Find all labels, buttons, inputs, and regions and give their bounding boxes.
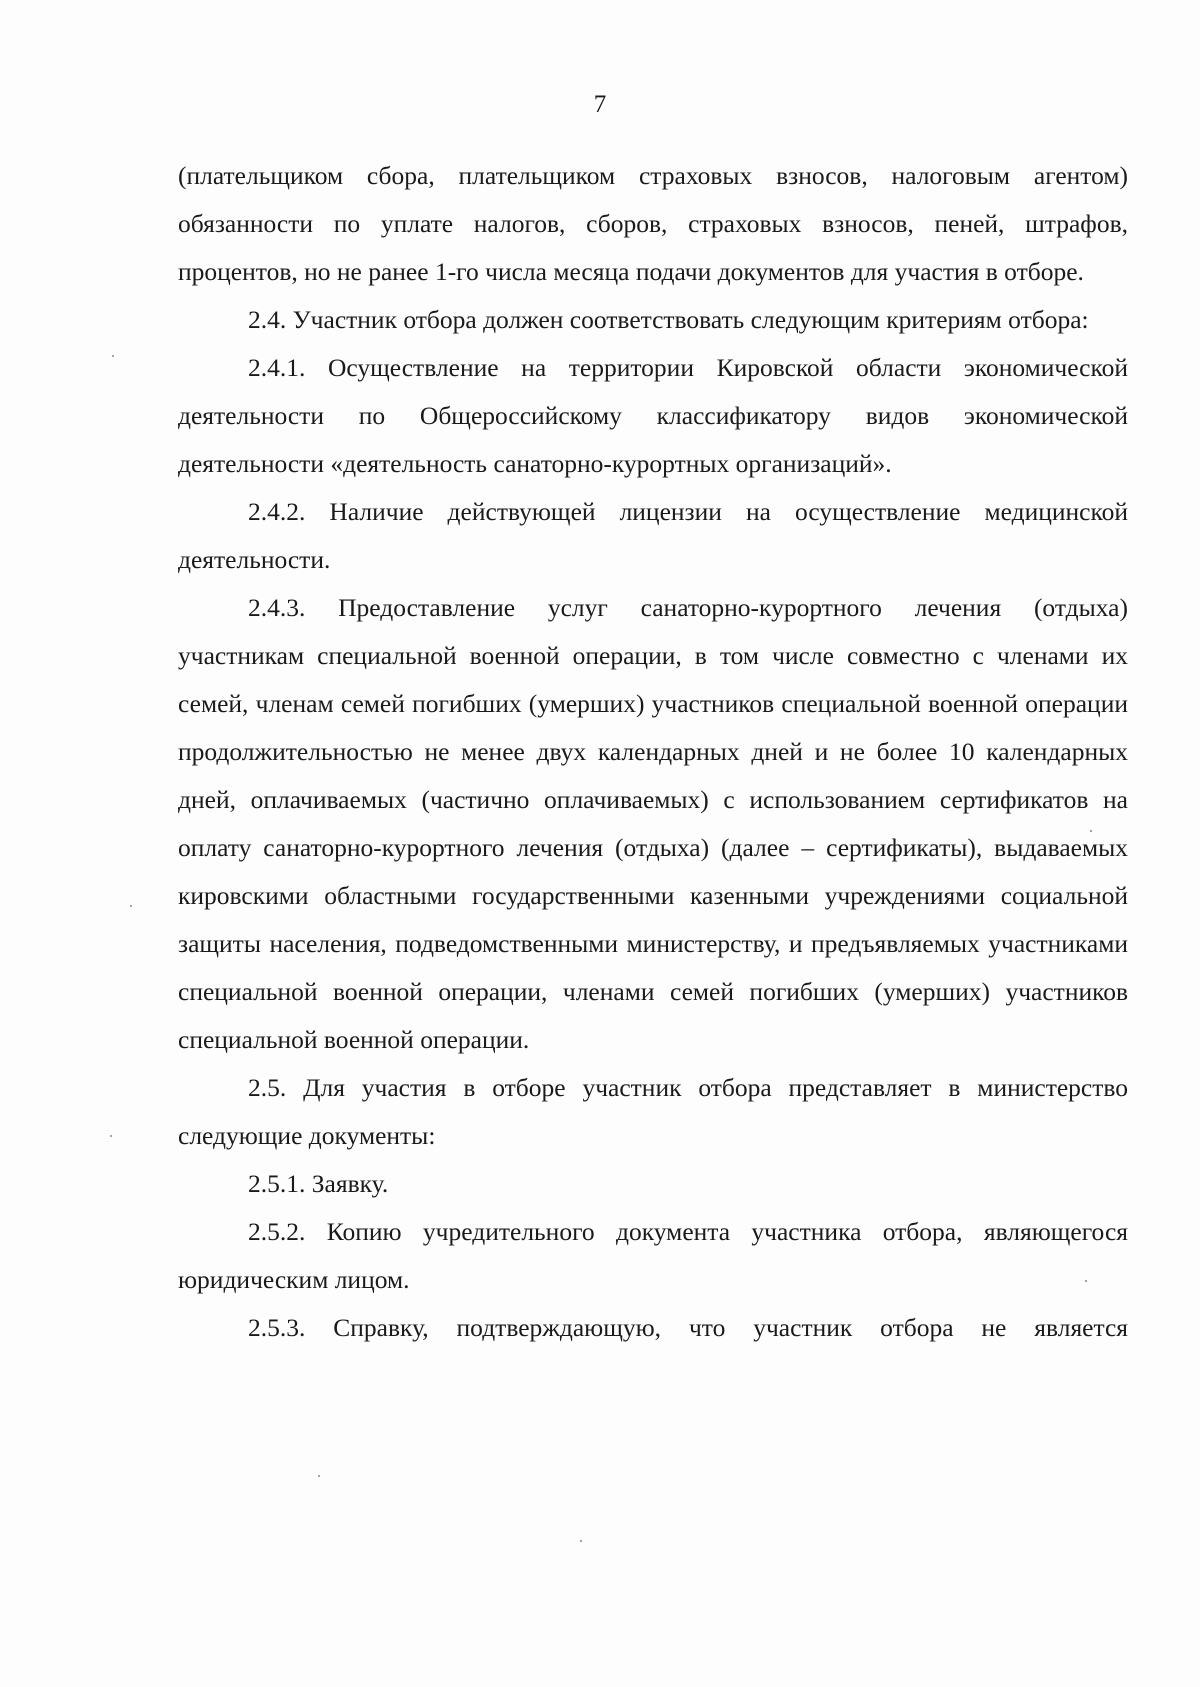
paragraph-2-4: 2.4. Участник отбора должен соответствовать следующим критериям отбора: <box>248 305 1089 334</box>
scan-speck <box>1090 830 1092 832</box>
paragraph-continuation: (плательщиком сбора, плательщиком страховых взносов, налоговым агентом) обязанности по уплате налогов, сборов, страховых взносов, пеней, штрафов, процентов, но не ранее 1-го числа месяца подачи документов для участия в отборе. <box>178 161 1128 286</box>
scan-speck <box>112 355 114 357</box>
scan-speck <box>110 1135 112 1137</box>
paragraph-2-4-3: 2.4.3. Предоставление услуг санаторно-курортного лечения (отдыха) участникам специальной военной операции, в том числе совместно с членами их семей, членам семей погибших (умерших) участников специальной военной операции продолжительностью не менее двух календарных дней и не более 10 календарных дней, оплачиваемых (частично оплачиваемых) с использованием сертификатов на оплату санаторно-курортного лечения (отдыха) (далее – сертификаты), выдаваемых кировскими областными государственными казенными учреждениями социальной защиты населения, подведомственными министерству, и предъявляемых участниками специальной военной операции, членами семей погибших (умерших) участников специальной военной операции. <box>178 593 1128 1054</box>
scan-speck <box>1085 1280 1087 1282</box>
scan-speck <box>130 905 132 907</box>
paragraph-2-4-1: 2.4.1. Осуществление на территории Кировской области экономической деятельности по Общероссийскому классификатору видов экономической деятельности «деятельность санаторно-курортных организаций». <box>178 353 1128 478</box>
scan-speck <box>318 1475 320 1477</box>
document-body <box>178 152 1128 1352</box>
paragraph-2-5-2: 2.5.2. Копию учредительного документа участника отбора, являющегося юридическим лицом. <box>178 1217 1128 1294</box>
page-number: 7 <box>593 91 607 118</box>
paragraph-2-5: 2.5. Для участия в отборе участник отбора представляет в министерство следующие документы: <box>178 1073 1128 1150</box>
paragraph-2-4-2: 2.4.2. Наличие действующей лицензии на осуществление медицинской деятельности. <box>178 497 1128 574</box>
paragraph-2-5-3: 2.5.3. Справку, подтверждающую, что участник отбора не является <box>248 1313 1128 1342</box>
paragraph-2-5-1: 2.5.1. Заявку. <box>248 1169 389 1198</box>
scan-speck <box>580 1540 582 1542</box>
